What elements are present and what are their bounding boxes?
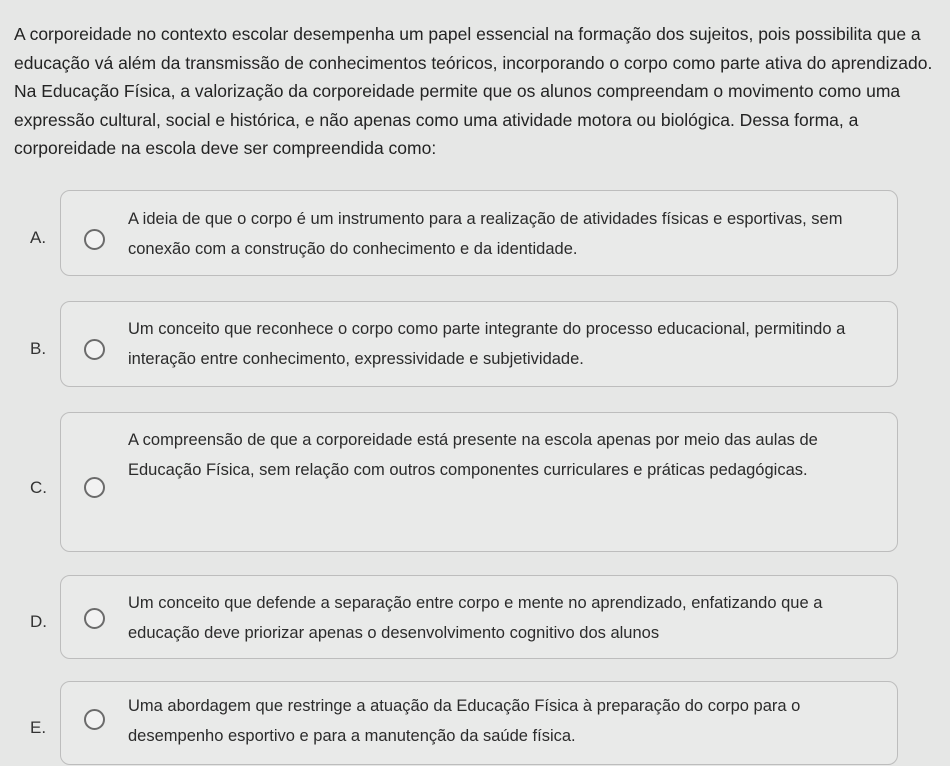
option-b-letter: B. (30, 339, 47, 358)
question-text: A corporeidade no contexto escolar desempenha um papel essencial na formação dos sujeitos, pois possibilita que a educação vá além da transmissão de conhecimentos teóricos, incorporando o corpo como parte ativa do aprendizado. Na Educação Física, a valorização da corporeidade permite que os alunos compreendam o movimento como uma expressão cultural, social e histórica, e não apenas como uma atividade motora ou biológica. Dessa forma, a corporeidade na escola deve ser compreendida como: (14, 24, 933, 158)
option-a-letter: A. (30, 228, 47, 247)
option-e-letter: E. (30, 718, 47, 737)
option-d-text: Um conceito que defende a separação entre corpo e mente no aprendizado, enfatizando que a educação deve priorizar apenas o desenvolvimento cognitivo dos alunos (128, 594, 823, 642)
option-b-text: Um conceito que reconhece o corpo como parte integrante do processo educacional, permitindo a interação entre conhecimento, expressividade e subjetividade. (128, 320, 846, 368)
option-a[interactable] (0, 190, 950, 276)
option-c-text: A compreensão de que a corporeidade está presente na escola apenas por meio das aulas de Educação Física, sem relação com outros componentes curriculares e práticas pedagógicas. (128, 431, 818, 479)
option-d-radio[interactable] (84, 608, 105, 629)
option-e-text: Uma abordagem que restringe a atuação da Educação Física à preparação do corpo para o desempenho esportivo e para a manutenção da saúde física. (128, 697, 801, 745)
option-d[interactable] (0, 575, 950, 659)
option-a-radio[interactable] (84, 229, 105, 250)
option-e-radio[interactable] (84, 709, 105, 730)
option-b[interactable] (0, 301, 950, 387)
option-c-radio[interactable] (84, 477, 105, 498)
option-c-letter: C. (30, 478, 47, 497)
option-c[interactable] (0, 412, 950, 552)
option-a-text: A ideia de que o corpo é um instrumento para a realização de atividades físicas e esportivas, sem conexão com a construção do conhecimento e da identidade. (128, 210, 843, 258)
option-b-radio[interactable] (84, 339, 105, 360)
option-e[interactable] (0, 681, 950, 765)
option-d-letter: D. (30, 612, 47, 631)
